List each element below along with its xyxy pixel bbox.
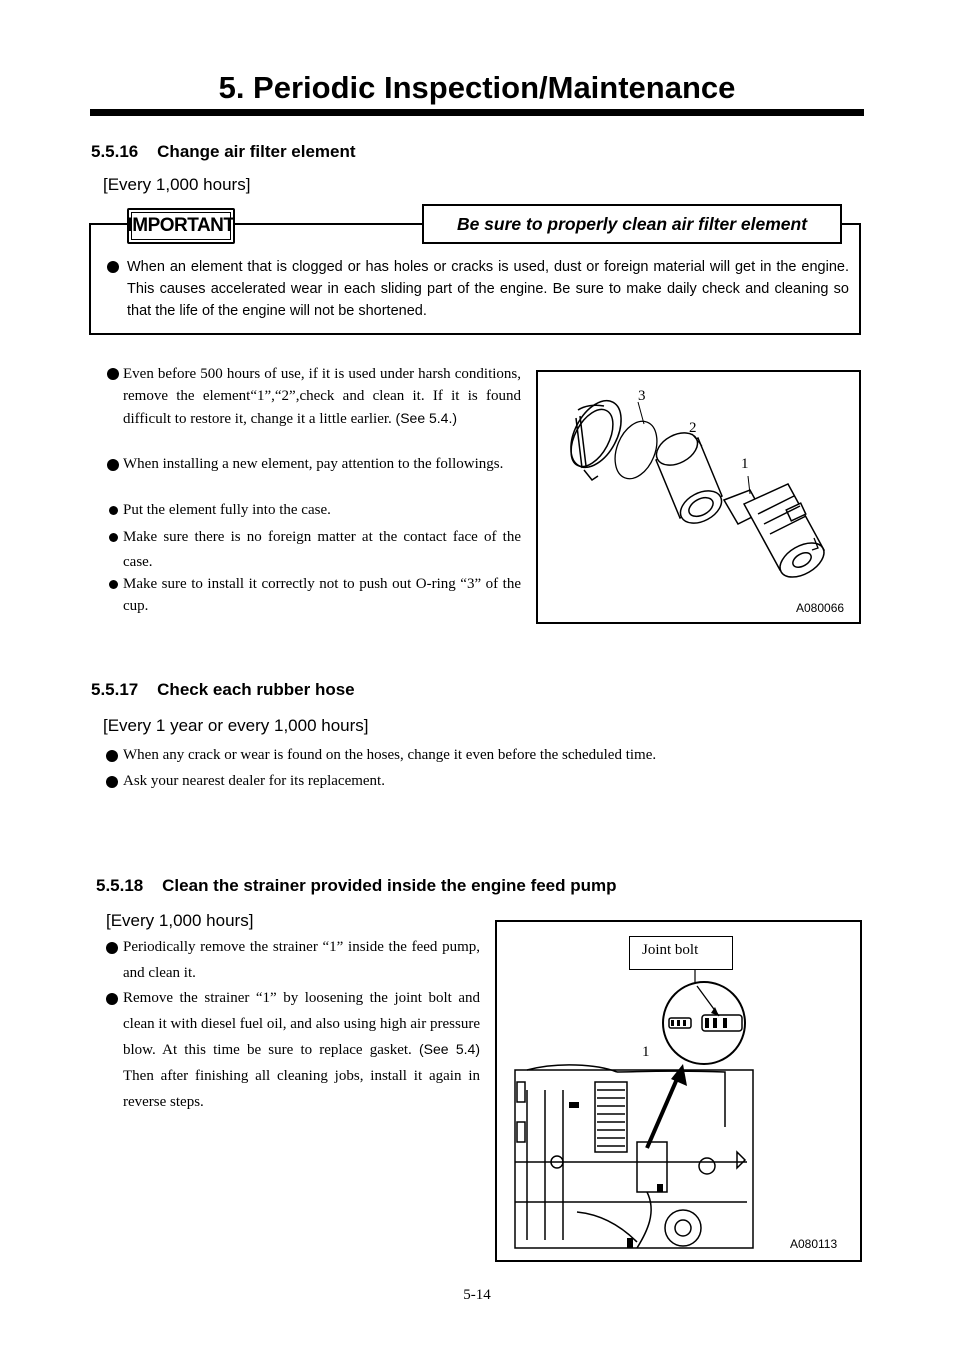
figure-air-filter <box>536 370 861 624</box>
see-reference: (See 5.4) <box>418 1041 480 1058</box>
bullet-installing: When installing a new element, pay attention to the followings. <box>123 456 504 472</box>
page-number: 5-14 <box>463 1287 491 1303</box>
bullet-dot <box>109 580 118 589</box>
bullet-dot <box>109 506 118 515</box>
important-text: When an element that is clogged or has holes or cracks is used, dust or foreign material will get in the engine. This causes accelerated wear in each sliding part of the engine. Be sure to make daily check and cleaning so that the life of the engine will not be shortened. <box>127 259 849 319</box>
see-reference: (See 5.4.) <box>395 410 458 426</box>
section-heading-5-5-16: 5.5.16 Change air filter element <box>91 142 356 161</box>
important-badge-label: IMPORTANT <box>131 212 231 240</box>
bullet-loosen-joint-bolt <box>123 986 480 1116</box>
interval-5-5-18: [Every 1,000 hours] <box>106 911 254 930</box>
bullet-put-element: Put the element fully into the case. <box>123 502 331 518</box>
bullet-dot <box>106 750 118 762</box>
title-rule <box>90 109 864 116</box>
page-title: 5. Periodic Inspection/Maintenance <box>218 70 736 105</box>
bullet-harsh-text: Even before 500 hours of use, if it is used under harsh conditions, remove the element“1”,“2”,check and clean it. If it is found difficult to restore it, change it a little earlier. <box>123 366 521 427</box>
bullet-foreign-matter: Make sure there is no foreign matter at the contact face of the case. <box>123 529 521 570</box>
bullet-dot <box>107 261 119 273</box>
interval-5-5-16: [Every 1,000 hours] <box>103 175 251 194</box>
bullet-hose-crack: When any crack or wear is found on the hoses, change it even before the scheduled time. <box>123 747 657 763</box>
figure-label-3: 3 <box>638 388 646 404</box>
air-filter-illustration <box>538 372 859 622</box>
figure-code: A080066 <box>796 601 845 615</box>
bullet-o-ring: Make sure to install it correctly not to push out O-ring “3” of the cup. <box>123 576 521 614</box>
strainer-text-a: Remove the strainer “1” by loosening the joint bolt and clean it with diesel fuel oil, and also using high air pressure blow. At this time be sure to replace gasket. <box>123 990 480 1059</box>
bullet-dot <box>106 942 118 954</box>
bullet-harsh-conditions <box>123 363 521 430</box>
bullet-dot <box>109 533 118 542</box>
callout-joint-bolt: Joint bolt <box>642 942 699 958</box>
strainer-text-b: Then after finishing all cleaning jobs, install it again in reverse steps. <box>123 1068 480 1110</box>
bullet-dot <box>107 459 119 471</box>
bullet-dot <box>106 993 118 1005</box>
important-title: Be sure to properly clean air filter element <box>422 204 842 244</box>
figure-label-1: 1 <box>642 1044 650 1060</box>
bullet-dot <box>106 776 118 788</box>
figure-label-1: 1 <box>741 456 749 472</box>
figure-feed-pump <box>495 920 862 1262</box>
section-heading-5-5-18: 5.5.18 Clean the strainer provided inside the engine feed pump <box>96 876 617 895</box>
bullet-remove-strainer: Periodically remove the strainer “1” inside the feed pump, and clean it. <box>123 939 480 981</box>
figure-label-2: 2 <box>689 420 697 436</box>
feed-pump-illustration <box>497 922 860 1260</box>
important-badge <box>127 208 235 244</box>
bullet-dealer: Ask your nearest dealer for its replacement. <box>123 773 385 789</box>
bullet-dot <box>107 368 119 380</box>
section-heading-5-5-17: 5.5.17 Check each rubber hose <box>91 680 355 699</box>
interval-5-5-17: [Every 1 year or every 1,000 hours] <box>103 716 369 735</box>
figure-code: A080113 <box>790 1237 838 1251</box>
